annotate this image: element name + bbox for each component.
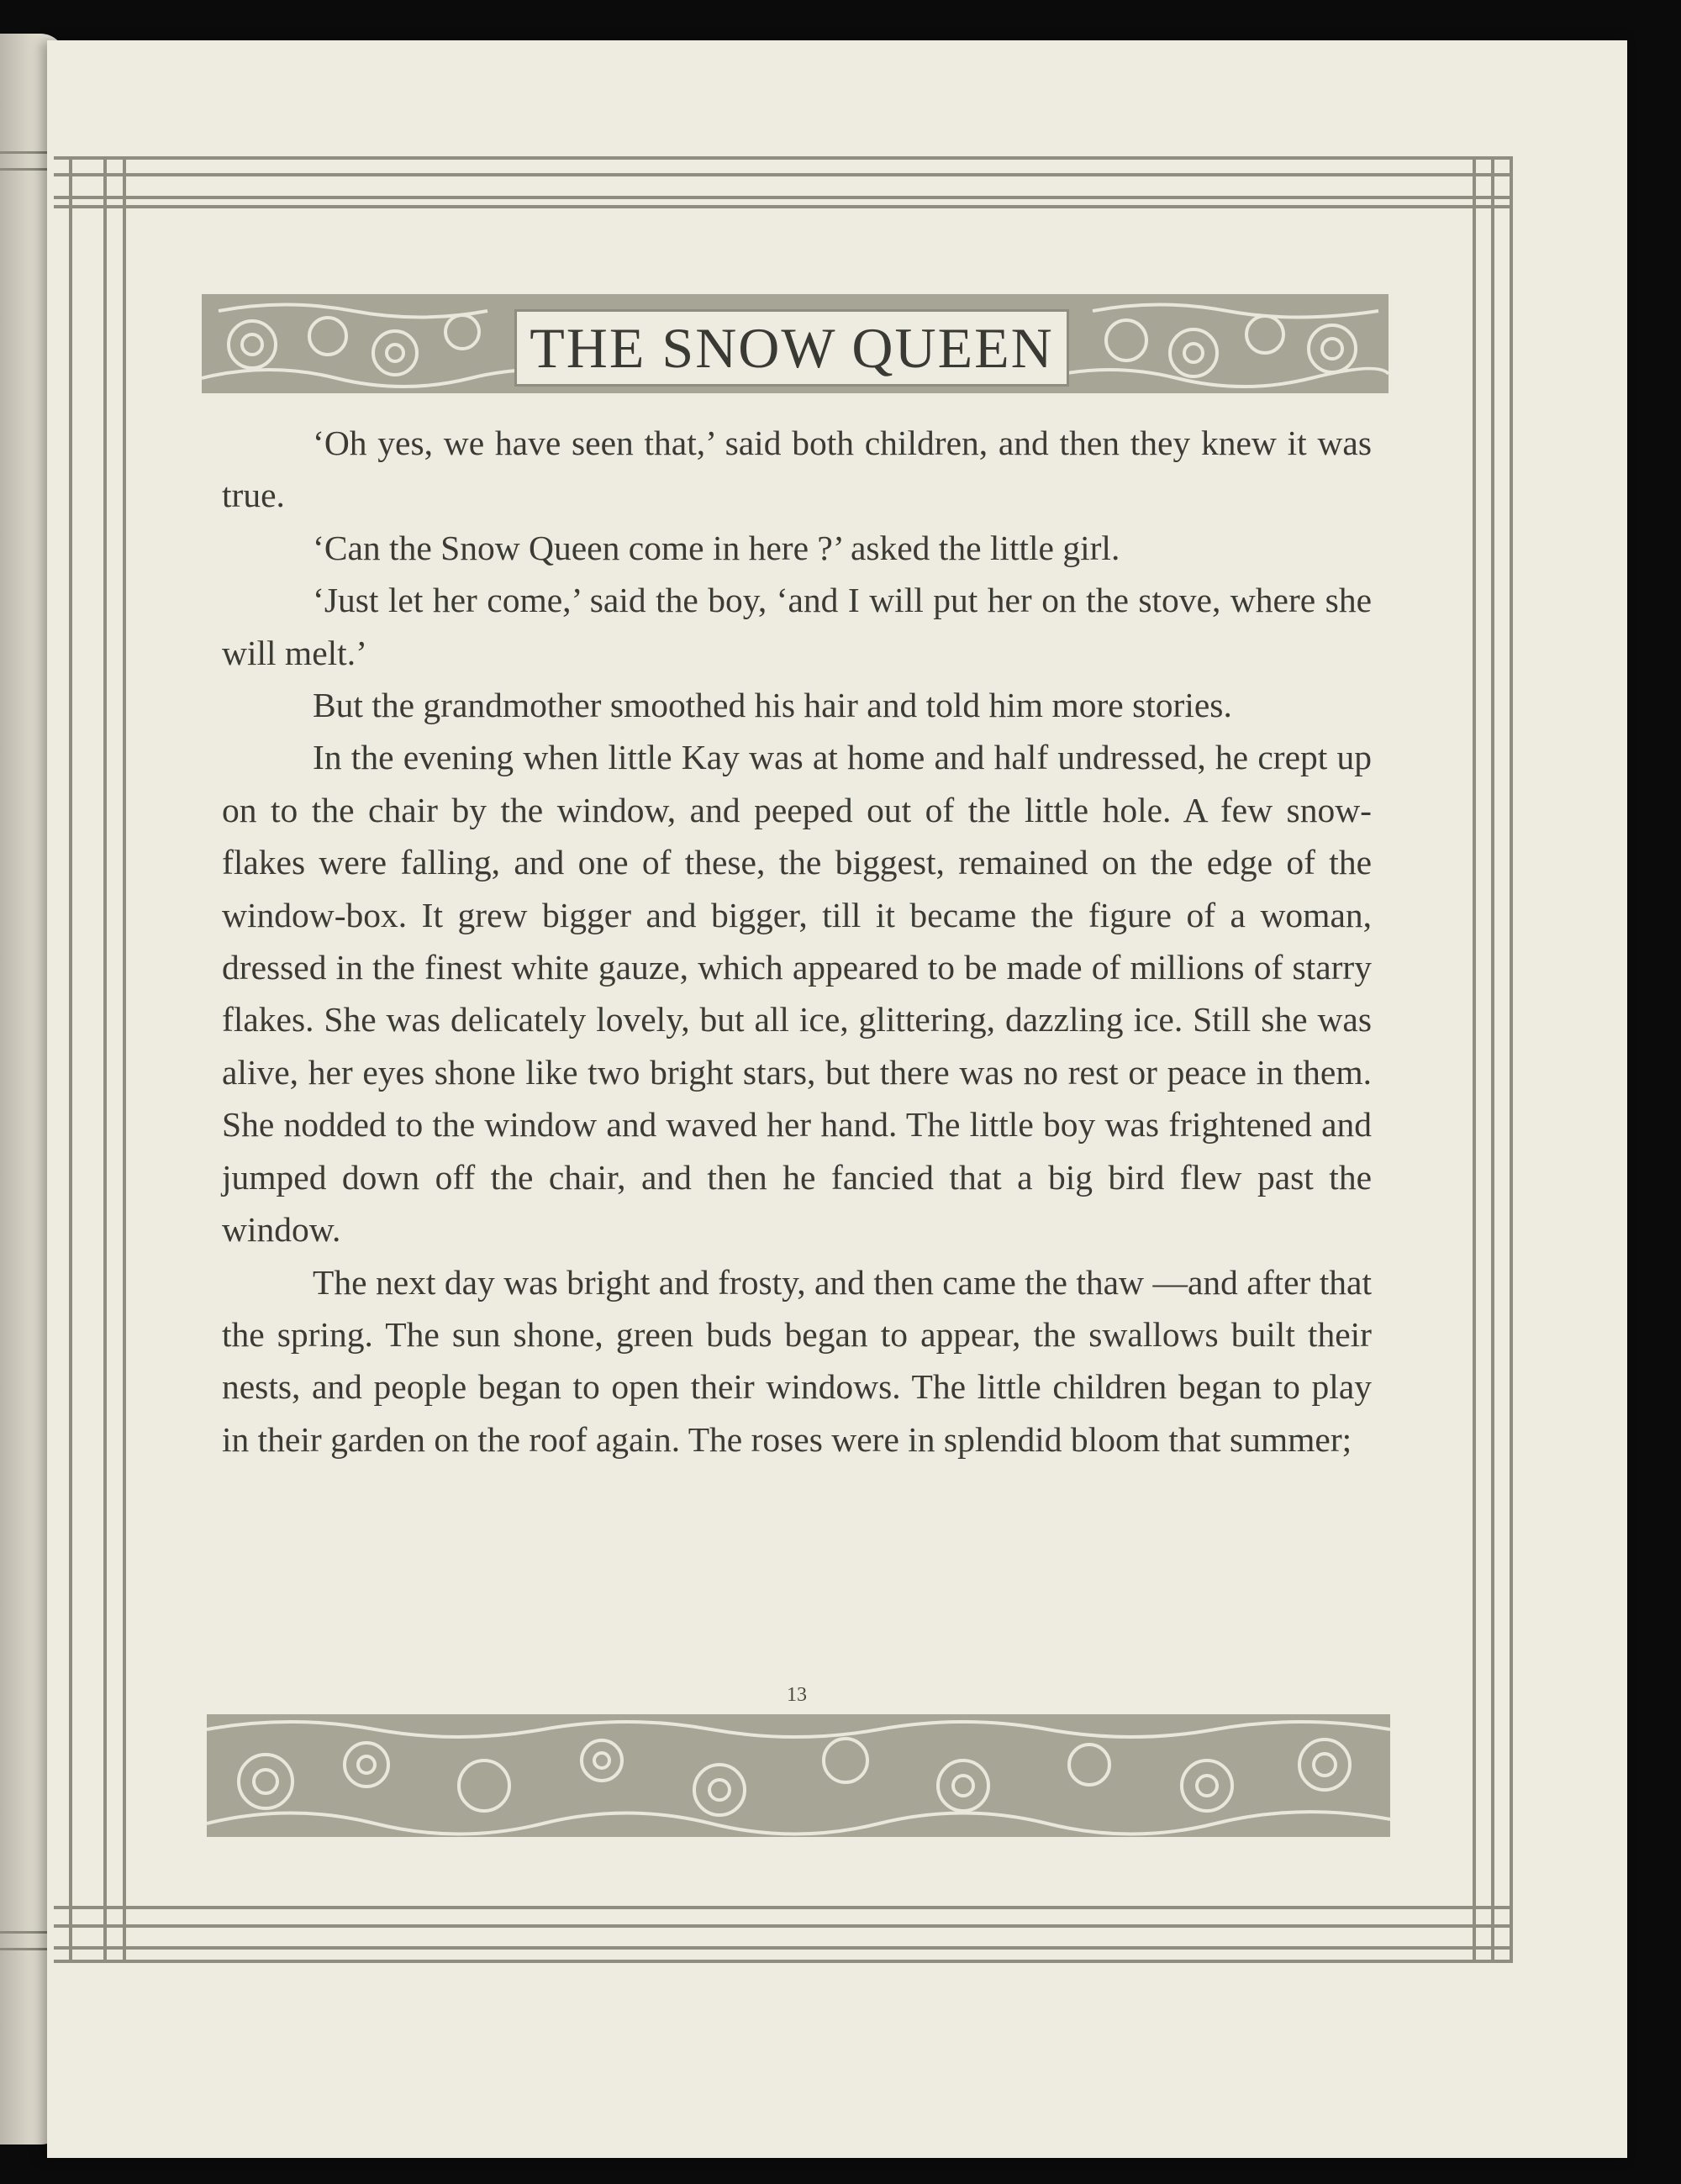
footer-ornament	[207, 1714, 1390, 1837]
paragraph: ‘Can the Snow Queen come in here ?’ asked the little girl.	[313, 528, 1120, 567]
paragraph: But the grandmother smoothed his hair and told him more stories.	[313, 686, 1232, 725]
chapter-title-box	[514, 309, 1069, 387]
story-text	[222, 417, 1372, 1466]
paragraph: ‘Oh yes, we have seen that,’ said both children, and then they knew it was true.	[222, 424, 1372, 515]
page-number: 13	[787, 1684, 807, 1706]
chapter-title: THE SNOW QUEEN	[530, 316, 1054, 380]
paragraph: In the evening when little Kay was at home and half undressed, he crept up on to the chair by the window, and peeped out of the little hole. A few snow-flakes were falling, and one of these, the biggest, remained on the edge of the window-box. It grew bigger and bigger, till it became the figure of a woman, dressed in the finest white gauze, which appeared to be made of millions of starry flakes. She was delicately lovely, but all ice, glittering, dazzling ice. Still she was alive, her eyes shone like two bright stars, but there was no rest or peace in them. She nodded to the window and waved her hand. The little boy was frightened and jumped down off the chair, and then he fancied that a big bird flew past the window.	[222, 738, 1372, 1250]
paragraph: The next day was bright and frosty, and then came the thaw —and after that the spring. The sun shone, green buds began to appear, the swallows built their nests, and people began to open their windows. The little children began to play in their garden on the roof again. The roses were in splendid bloom that summer;	[222, 1262, 1372, 1459]
paragraph: ‘Just let her come,’ said the boy, ‘and I will put her on the stove, where she will melt.’	[222, 581, 1372, 672]
